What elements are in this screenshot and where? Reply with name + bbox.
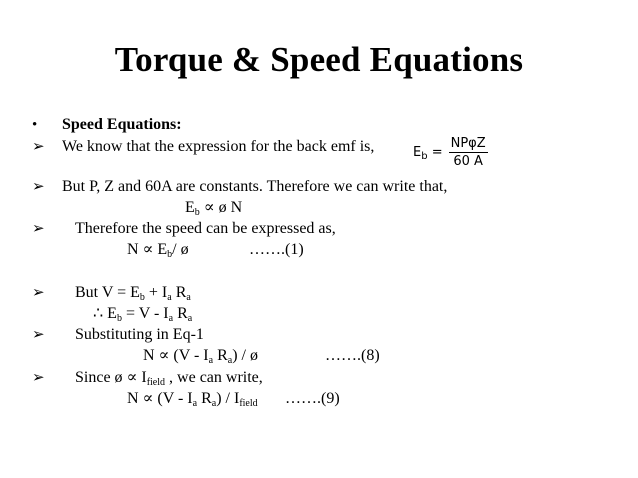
arrow-bullet-icon: ➢ xyxy=(32,139,45,155)
arrow-bullet-icon: ➢ xyxy=(32,179,45,195)
text-line-7: ∴ $E_b = V - I_a$ $R_a$ xyxy=(93,305,193,324)
text-line-2: But P, Z and 60A are constants. Therefore we can write that, xyxy=(62,178,448,195)
text-line-5: $N \propto E_b/$ ø xyxy=(127,241,189,260)
back-emf-formula xyxy=(413,136,488,169)
formula-lhs: $E_b$ = xyxy=(413,145,443,162)
arrow-bullet-icon: ➢ xyxy=(32,285,45,301)
bullet-dot: • xyxy=(32,117,38,133)
arrow-bullet-icon: ➢ xyxy=(32,370,45,386)
formula-denominator: 60 A xyxy=(453,154,483,169)
text-line-9: $N \propto (V - I_a$ $R_a$) / ø xyxy=(143,347,258,366)
formula-fraction xyxy=(449,136,488,169)
slide-title: Torque & Speed Equations xyxy=(114,40,524,79)
formula-numerator: NPφZ xyxy=(450,136,486,151)
equation-number-1: …….(1) xyxy=(249,241,304,258)
text-line-3: $E_b$ ∝ ø N xyxy=(185,199,243,218)
arrow-bullet-icon: ➢ xyxy=(32,327,45,343)
text-line-6: But $V = E_b + I_a$ $R_a$ xyxy=(75,284,191,303)
text-line-8: Substituting in Eq-1 xyxy=(75,326,204,343)
section-label: Speed Equations: xyxy=(62,116,182,133)
text-line-4: Therefore the speed can be expressed as, xyxy=(75,220,336,237)
equation-number-9: …….(9) xyxy=(285,390,340,407)
equation-number-8: …….(8) xyxy=(325,347,380,364)
text-line-1: We know that the expression for the back emf is, xyxy=(62,138,375,155)
text-line-11: $N \propto (V - I_a$ $R_a) / I_{field}$ xyxy=(127,390,258,409)
text-line-10: Since ø ∝ $I_{field}$ , we can write, xyxy=(75,369,263,388)
arrow-bullet-icon: ➢ xyxy=(32,221,45,237)
